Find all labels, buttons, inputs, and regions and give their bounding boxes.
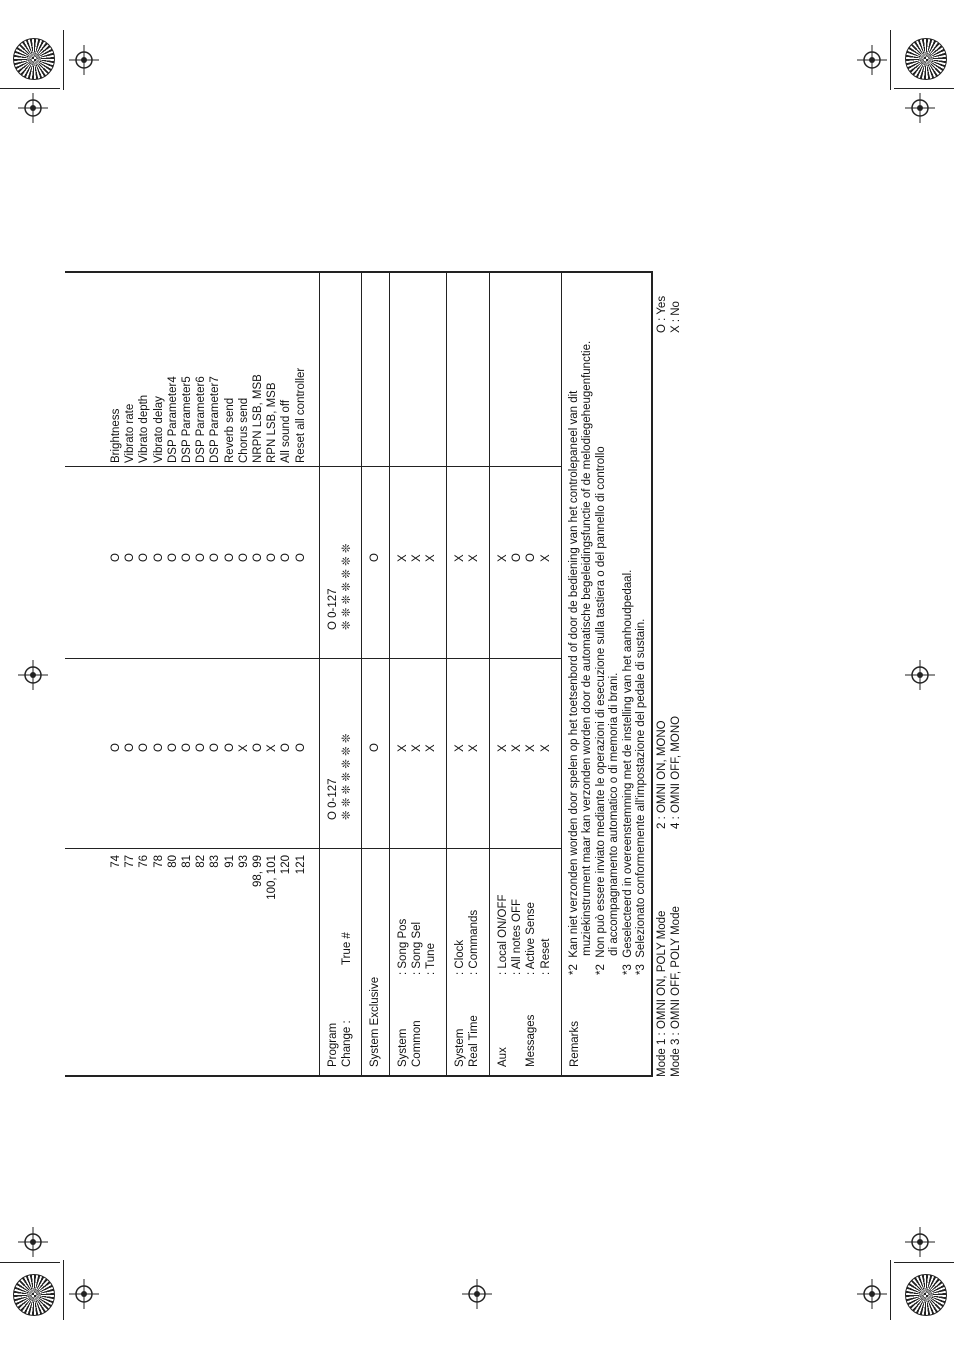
crop-line xyxy=(890,30,891,90)
crop-line xyxy=(63,30,64,90)
registration-mark-icon xyxy=(857,45,887,75)
crop-line xyxy=(894,88,954,89)
program-change-sub: True # xyxy=(341,932,353,965)
system-common-label: System Common xyxy=(397,1020,424,1067)
row-divider xyxy=(446,273,447,1075)
system-realtime-recognized: X X xyxy=(454,553,481,562)
row-divider xyxy=(319,273,320,1075)
registration-mark-icon xyxy=(905,1227,935,1257)
column-divider xyxy=(65,848,561,849)
aux-transmitted: X X X X xyxy=(497,743,552,752)
registration-rosette-top-right xyxy=(905,38,947,80)
program-change-recognized: O 0-127 ❊ ❊ ❊ ❊ ❊ ❊ ❊ xyxy=(327,543,354,630)
mode-list-left: Mode 1 : OMNI ON, POLY Mode Mode 3 : OMNI OFF, POLY Mode xyxy=(656,906,682,1077)
registration-mark-icon xyxy=(905,660,935,690)
aux-messages-sub: : Local ON/OFF : All notes OFF : Active Sense : Reset xyxy=(497,894,552,975)
system-realtime-transmitted: X X xyxy=(454,743,481,752)
system-common-transmitted: X X X xyxy=(397,743,438,752)
recognized-controller-values: O O O O O O O O O O O O O O xyxy=(110,552,307,562)
controller-names: Brightness Vibrato rate Vibrato depth Vibrato delay DSP Parameter4 DSP Parameter5 DSP Parameter6 DSP Parameter7 Reverb send Chorus send NRPN LSB, MSB RPN LSB, MSB All sound off Reset all controller xyxy=(110,367,307,463)
program-change-transmitted: O 0-127 ❊ ❊ ❊ ❊ ❊ ❊ ❊ xyxy=(327,733,354,820)
row-divider xyxy=(361,273,362,1075)
system-exclusive-transmitted: O xyxy=(369,743,381,752)
system-common-sub: : Song Pos : Song Sel : Tune xyxy=(397,918,438,975)
row-divider xyxy=(389,273,390,1075)
table-bottom-border xyxy=(651,271,653,1077)
row-divider xyxy=(561,273,562,1075)
crop-line xyxy=(0,1262,60,1263)
column-divider xyxy=(65,466,561,467)
registration-rosette-bottom-right xyxy=(905,1274,947,1316)
column-divider xyxy=(65,658,561,659)
crop-line xyxy=(890,1260,891,1320)
remarks-text: *2 Kan niet verzonden worden door spelen op het toetsenbord of door de bediening van het controlepaneel van dit muziekinstrument maar kan verzonden worden door de automatische begeleidingsfunctie of de melodiegeheugenfunctie. *2 Non può essere inviato mediante le operazioni di esecuzione sulla tastiera o del pannello di controllo di accompagnamento automatico o di memoria di brani. *3 Geselecteerd in overeenstemming met de instelling van het aanhoudpedaal. *3 Selezionato conformemente all'impostazione del pedale di sustain. xyxy=(568,340,648,975)
system-common-recognized: X X X xyxy=(397,553,438,562)
controller-numbers: 74 77 76 78 80 81 82 83 91 93 98, 99 100, 101 120 121 xyxy=(110,855,307,900)
system-exclusive-label: System Exclusive xyxy=(369,976,381,1067)
crop-line xyxy=(894,1262,954,1263)
system-realtime-label: System Real Time xyxy=(454,1015,481,1067)
chart-table xyxy=(65,271,651,1077)
registration-rosette-top-left xyxy=(13,38,55,80)
midi-implementation-chart xyxy=(65,271,685,1077)
registration-mark-icon xyxy=(462,1279,492,1309)
remarks-label: Remarks xyxy=(569,1020,581,1067)
registration-mark-icon xyxy=(69,1279,99,1309)
system-realtime-sub: : Clock : Commands xyxy=(454,909,481,975)
registration-mark-icon xyxy=(857,1279,887,1309)
registration-mark-icon xyxy=(905,93,935,123)
aux-messages-label: Aux Messages xyxy=(497,1014,538,1067)
registration-mark-icon xyxy=(18,660,48,690)
registration-mark-icon xyxy=(18,93,48,123)
crop-line xyxy=(0,88,60,89)
mode-list-right: 2 : OMNI ON, MONO 4 : OMNI OFF, MONO xyxy=(656,715,682,829)
registration-rosette-bottom-left xyxy=(13,1274,55,1316)
registration-mark-icon xyxy=(18,1227,48,1257)
aux-recognized: X O O X xyxy=(497,552,552,562)
program-change-label: Program Change : xyxy=(327,1020,354,1067)
row-divider xyxy=(489,273,490,1075)
system-exclusive-recognized: O xyxy=(369,553,381,562)
registration-mark-icon xyxy=(69,45,99,75)
transmitted-controller-values: O O O O O O O O O X O X O O xyxy=(110,742,307,752)
yes-no-legend: O : Yes X : No xyxy=(656,295,682,333)
crop-line xyxy=(63,1260,64,1320)
